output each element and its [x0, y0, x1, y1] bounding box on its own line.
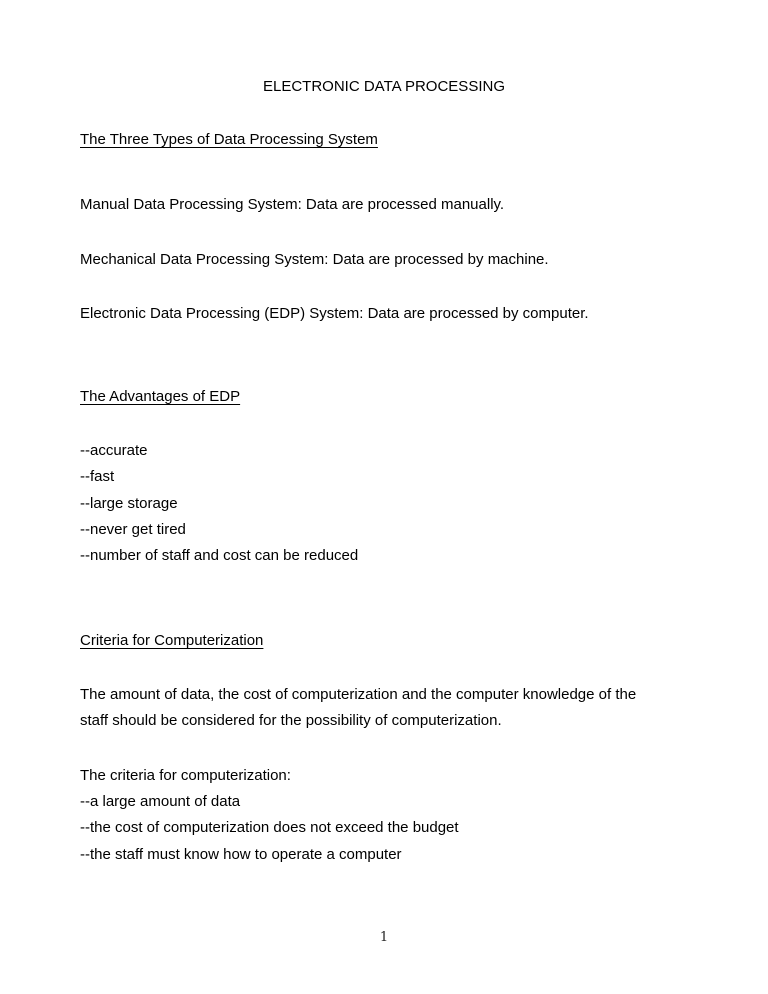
list-item: --accurate — [80, 442, 148, 459]
list-item: --the cost of computerization does not exceed the budget — [80, 819, 459, 836]
section-heading-criteria: Criteria for Computerization — [80, 632, 264, 649]
list-intro: The criteria for computerization: — [80, 767, 291, 784]
list-item: --number of staff and cost can be reduced — [80, 547, 359, 564]
section-heading-advantages: The Advantages of EDP — [80, 388, 241, 405]
list-item: --never get tired — [80, 521, 186, 538]
paragraph-line: staff should be considered for the possibility of computerization. — [80, 712, 502, 729]
section-heading-types: The Three Types of Data Processing System — [80, 131, 378, 148]
paragraph-manual-system: Manual Data Processing System: Data are processed manually. — [80, 196, 505, 213]
list-item: --a large amount of data — [80, 793, 241, 810]
page-number: 1 — [379, 930, 389, 945]
list-item: --large storage — [80, 495, 178, 512]
list-item: --the staff must know how to operate a computer — [80, 846, 402, 863]
document-title: ELECTRONIC DATA PROCESSING — [263, 78, 505, 95]
paragraph-electronic-system: Electronic Data Processing (EDP) System: Data are processed by computer. — [80, 305, 589, 322]
paragraph-line: The amount of data, the cost of computerization and the computer knowledge of the — [80, 686, 637, 703]
list-item: --fast — [80, 468, 115, 485]
paragraph-mechanical-system: Mechanical Data Processing System: Data are processed by machine. — [80, 251, 549, 268]
